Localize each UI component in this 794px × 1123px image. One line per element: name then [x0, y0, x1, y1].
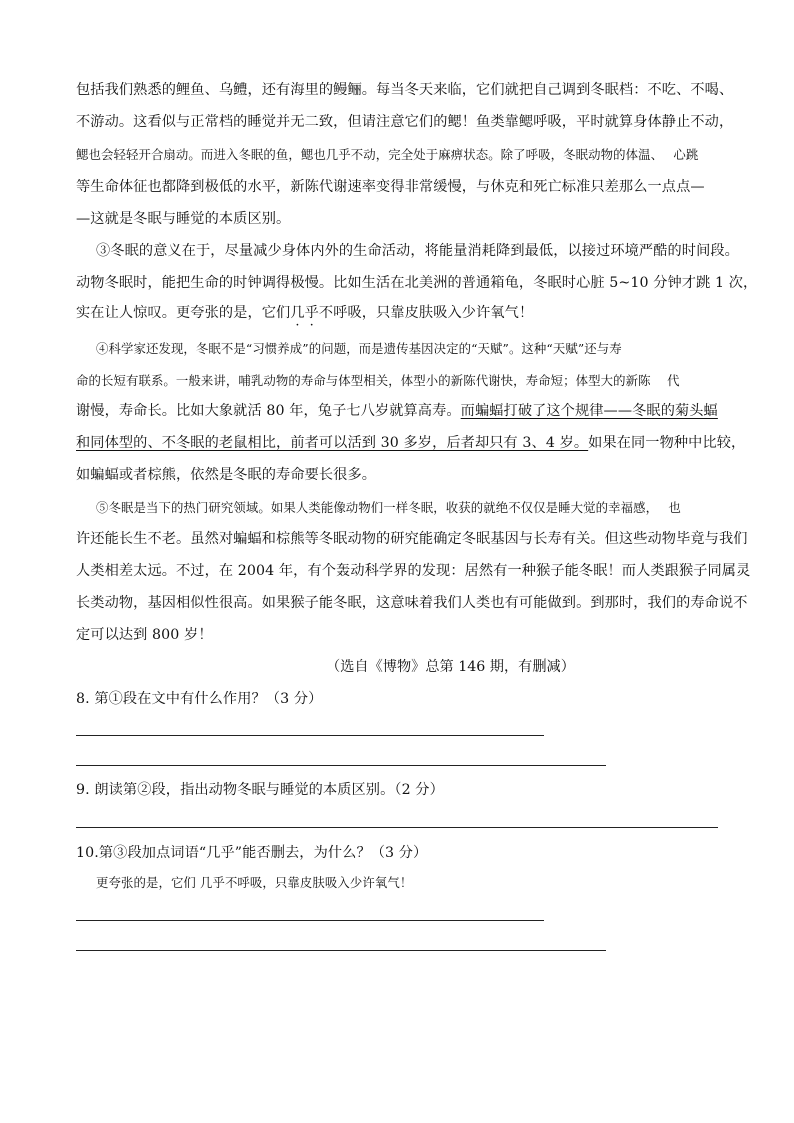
paragraph-3-line-1: ③冬眠的意义在于，尽量减少身体内外的生命活动，将能量消耗降到最低，以接过环境严酷的时间段。	[96, 243, 739, 259]
paragraph-3-text-a: 实在让人惊叹。更夸张的是，它们	[76, 305, 291, 321]
paragraph-5-line-1: ⑤冬眠是当下的热门研究领域。如果人类能像动物们一样冬眠，收获的就绝不仅仅是睡大觉的幸福感， 也	[96, 500, 681, 515]
question-9: 9. 朗读第②段，指出动物冬眠与睡觉的本质区别。（2 分）	[76, 782, 444, 798]
paragraph-2-line-2: 不游动。这看似与正常档的睡觉并无二致，但请注意它们的鳃！鱼类靠鳃呼吸，平时就算身体静止不动，	[76, 114, 734, 130]
dotted-char-ji: 几	[290, 305, 305, 321]
paragraph-3-text-b: 不呼吸，只靠皮肤吸入少许氧气！	[318, 305, 534, 321]
paragraph-4-line-1: ④科学家还发现，冬眠不是“习惯养成”的问题，而是遗传基因决定的“天赋”。这种“天赋”还与寿	[96, 341, 622, 356]
paragraph-4-text-a: 谢慢，寿命长。比如大象就活 80 年，兔子七八岁就算高寿。	[76, 403, 461, 419]
paragraph-3-line-3	[76, 303, 533, 323]
answer-line-10a[interactable]	[76, 920, 544, 921]
underlined-sentence-part-2: 和同体型的、不冬眠的老鼠相比，前者可以活到 30 多岁，后者却只有 3、4 岁。	[76, 435, 589, 451]
paragraph-5-line-2: 许还能长生不老。虽然对蝙蝠和棕熊等冬眠动物的研究能确定冬眠基因与长寿有关。但这些动物毕竟与我们	[76, 531, 748, 547]
paragraph-5-line-3: 人类相差太远。不过，在 2004 年，有个轰动科学界的发现：居然有一种猴子能冬眠！而人类跟猴子同属灵	[76, 563, 751, 579]
paragraph-4-line-4	[76, 433, 745, 453]
paragraph-4-line-5: 如蝙蝠或者棕熊，依然是冬眠的寿命要长很多。	[76, 467, 377, 483]
paragraph-2-line-5: —这就是冬眠与睡觉的本质区别。	[76, 211, 291, 227]
source-citation: （选自《博物》总第 146 期，有删减）	[326, 659, 575, 675]
paragraph-4-text-b: 如果在同一物种中比较，	[588, 435, 746, 451]
answer-line-10b[interactable]	[76, 950, 606, 951]
paragraph-4-line-3	[76, 401, 718, 421]
answer-line-8a[interactable]	[76, 735, 544, 736]
paragraph-2-line-3: 鳃也会轻轻开合扇动。而进入冬眠的鱼，鳃也几乎不动，完全处于麻痹状态。除了呼吸，冬眠动物的体温、 心跳	[76, 147, 699, 162]
underlined-sentence-part-1: 而蝙蝠打破了这个规律——冬眠的菊头蝠	[460, 403, 718, 419]
dotted-char-hu: 乎	[304, 305, 319, 321]
answer-line-9[interactable]	[76, 827, 718, 828]
paragraph-5-line-5: 定可以达到 800 岁！	[76, 627, 213, 643]
question-10-quote: 更夸张的是，它们 几乎不呼吸，只靠皮肤吸入少许氧气！	[96, 875, 413, 890]
question-10: 10.第③段加点词语“几乎”能否删去，为什么？（3 分）	[76, 845, 428, 861]
paragraph-2-line-4: 等生命体征也都降到极低的水平，新陈代谢速率变得非常缓慢，与休克和死亡标准只差那么一点点—	[76, 179, 705, 195]
paragraph-3-line-2: 动物冬眠时，能把生命的时钟调得极慢。比如生活在北美洲的普通箱龟，冬眠时心脏 5~10 分钟才跳 1 次，	[76, 275, 758, 291]
paragraph-4-line-2: 命的长短有联系。一般来讲，哺乳动物的寿命与体型相关，体型小的新陈代谢快，寿命短；体型大的新陈 代	[76, 373, 680, 388]
answer-line-8b[interactable]	[76, 765, 606, 766]
question-8: 8. 第①段在文中有什么作用？（3 分）	[76, 691, 323, 707]
paragraph-5-line-4: 长类动物，基因相似性很高。如果猴子能冬眠，这意味着我们人类也有可能做到。到那时，我们的寿命说不	[76, 595, 748, 611]
paragraph-2-line-1: 包括我们熟悉的鲤鱼、乌鳢，还有海里的鳗鲡。每当冬天来临，它们就把自己调到冬眠档：不吃、不喝、	[76, 82, 734, 98]
